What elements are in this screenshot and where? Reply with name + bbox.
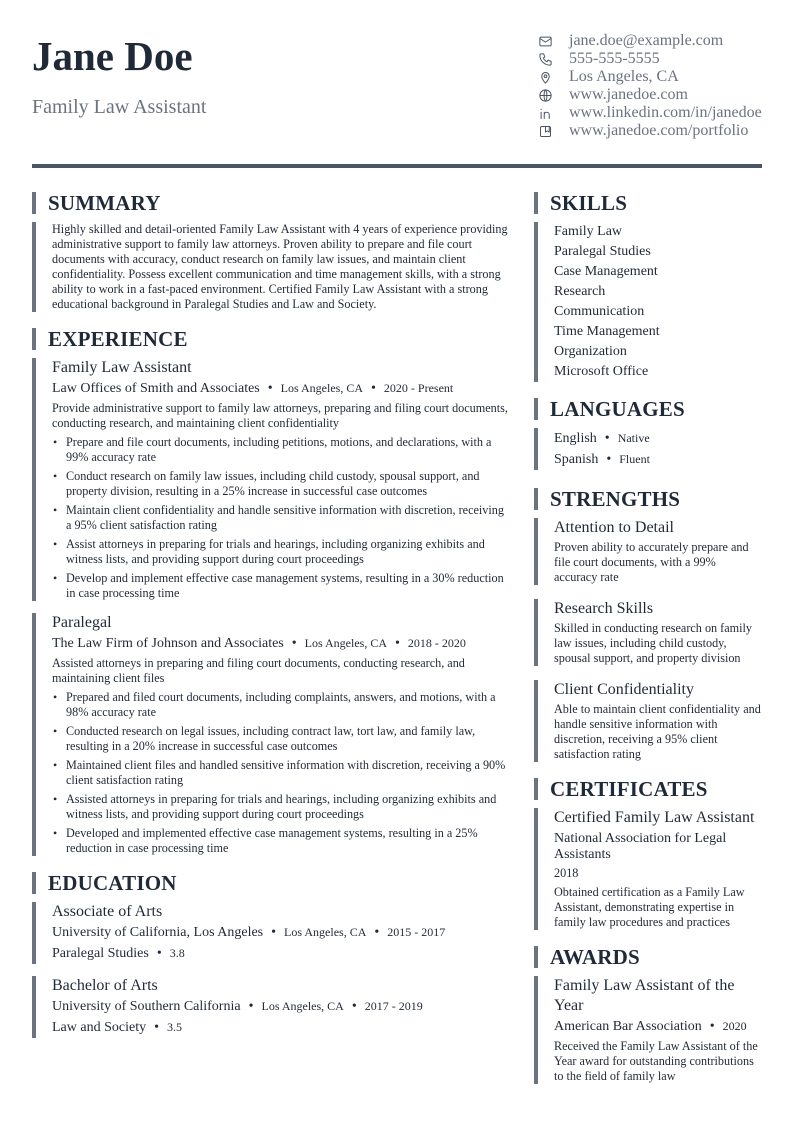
strength-description: Skilled in conducting research on family law issues, including child custody, spousal support, and property division: [554, 621, 752, 665]
languages-section: [534, 428, 762, 470]
degree: Associate of Arts: [52, 903, 163, 920]
certificate-item: [534, 808, 762, 930]
skill-item: Communication: [554, 304, 645, 319]
phone-icon: [537, 51, 553, 67]
award-description: Received the Family Law Assistant of the Year award for outstanding contributions to the field of family law: [554, 1039, 758, 1083]
job-bullet: • Maintained client files and handled sensitive information with discretion, receiving a 90% client satisfaction rating: [52, 758, 512, 788]
job-bullet: • Assisted attorneys in preparing for trials and hearings, including organizing exhibits and witness lists, and providing support during court proceedings: [52, 792, 512, 822]
job-company: Law Offices of Smith and Associates: [52, 381, 260, 396]
contact-portfolio-text: www.janedoe.com/portfolio: [569, 122, 749, 139]
summary-text: Highly skilled and detail-oriented Family Law Assistant with 4 years of experience providing administrative support to family law attorneys. Proven ability to prepare and file court documents with accuracy, conduct research on family law issues, and maintain client confidentiality. Possess excellent communication and time management skills, with a strong ability to work in a fast-paced environment. Certified Family Law Assistant with a strong educational background in Paralegal Studies and Law and Society.: [52, 222, 508, 311]
education-field-row: Paralegal Studies • 3.8: [52, 946, 185, 961]
skill-item: Organization: [554, 344, 627, 359]
strength-title: Research Skills: [554, 600, 654, 617]
school-location: Los Angeles, CA: [284, 925, 367, 939]
job-description: Provide administrative support to family law attorneys, preparing and filing court documents, conducting research, and maintaining client confidentiality: [52, 401, 508, 430]
contact-list: [537, 32, 767, 140]
strengths-heading: STRENGTHS: [534, 488, 762, 510]
skills-heading: SKILLS: [534, 192, 762, 214]
contact-portfolio[interactable]: [537, 122, 767, 140]
strength-item: [534, 518, 762, 585]
language-item: Spanish • Fluent: [554, 452, 650, 467]
school: University of Southern California: [52, 999, 241, 1014]
contact-website-text: www.janedoe.com: [569, 86, 688, 103]
school-location: Los Angeles, CA: [261, 999, 344, 1013]
job-bullet: • Maintain client confidentiality and handle sensitive information with discretion, receiving a 95% client satisfaction rating: [52, 503, 512, 533]
strength-item: [534, 599, 762, 666]
contact-location: [537, 68, 767, 86]
job-meta: Law Offices of Smith and Associates • Los Angeles, CA • 2020 - Present: [52, 381, 454, 396]
award-meta: American Bar Association • 2020: [554, 1019, 747, 1034]
skill-item: Case Management: [554, 264, 658, 279]
experience-heading: EXPERIENCE: [32, 328, 512, 350]
left-column: [32, 192, 512, 1038]
education-dates: 2015 - 2017: [387, 925, 446, 939]
job-bullet: • Developed and implemented effective case management systems, resulting in a 25% reduction in case processing time: [52, 826, 512, 856]
strength-description: Proven ability to accurately prepare and file court documents, with a 99% accuracy rate: [554, 540, 749, 584]
language-level: Native: [617, 431, 650, 445]
field-of-study: Paralegal Studies: [52, 946, 149, 961]
education-meta: University of Southern California • Los Angeles, CA • 2017 - 2019: [52, 999, 423, 1014]
award-item: [534, 976, 762, 1084]
job-description: Assisted attorneys in preparing and filing court documents, conducting research, and maintaining client files: [52, 656, 465, 685]
skill-item: Microsoft Office: [554, 364, 649, 379]
skill-item: Family Law: [554, 224, 623, 239]
contact-phone[interactable]: [537, 50, 767, 68]
skill-item: Time Management: [554, 324, 660, 339]
degree: Bachelor of Arts: [52, 977, 158, 994]
job-dates: 2018 - 2020: [407, 636, 466, 650]
education-dates: 2017 - 2019: [364, 999, 423, 1013]
education-meta: University of California, Los Angeles • Los Angeles, CA • 2015 - 2017: [52, 925, 446, 940]
language-level: Fluent: [619, 452, 650, 466]
contact-email-text: jane.doe@example.com: [569, 32, 724, 49]
job-bullet: • Develop and implement effective case management systems, resulting in a 30% reduction in case processing time: [52, 571, 512, 601]
job-bullets: [52, 690, 512, 856]
linkedin-icon: [537, 105, 553, 121]
mail-icon: [537, 33, 553, 49]
right-column: [534, 192, 762, 1084]
job-bullet: • Assist attorneys in preparing for trials and hearings, including organizing exhibits and witness lists, and providing support during court proceedings: [52, 537, 512, 567]
language-name: English: [554, 431, 597, 446]
contact-email[interactable]: [537, 32, 767, 50]
certificate-description: Obtained certification as a Family Law Assistant, demonstrating expertise in family law procedures and practices: [554, 885, 745, 929]
globe-icon: [537, 87, 553, 103]
header-divider: [32, 164, 762, 168]
skills-section: [534, 222, 762, 382]
candidate-title: Family Law Assistant: [32, 96, 207, 118]
skill-item: Research: [554, 284, 606, 299]
experience-item: [32, 613, 512, 856]
education-item: [32, 902, 512, 964]
strength-title: Attention to Detail: [554, 519, 674, 536]
strength-item: [534, 680, 762, 762]
resume-header: [32, 32, 762, 152]
job-location: Los Angeles, CA: [280, 381, 364, 395]
portfolio-icon: [537, 123, 553, 139]
summary-section: [32, 222, 512, 312]
certificate-issuer: National Association for Legal Assistants: [554, 831, 727, 862]
field-of-study: Law and Society: [52, 1020, 147, 1035]
job-bullets: [52, 435, 512, 601]
language-item: English • Native: [554, 431, 650, 446]
job-bullet: • Conducted research on legal issues, including contract law, tort law, and family law, resulting in a 20% increase in successful case outcomes: [52, 724, 512, 754]
education-heading: EDUCATION: [32, 872, 512, 894]
language-name: Spanish: [554, 452, 599, 467]
award-year: 2020: [722, 1019, 747, 1033]
job-title: Family Law Assistant: [52, 359, 192, 376]
summary-heading: SUMMARY: [32, 192, 512, 214]
skill-item: Paralegal Studies: [554, 244, 651, 259]
contact-linkedin-text: www.linkedin.com/in/janedoe: [569, 104, 762, 121]
school: University of California, Los Angeles: [52, 925, 264, 940]
strength-title: Client Confidentiality: [554, 681, 694, 698]
award-title: Family Law Assistant of the Year: [554, 977, 735, 1014]
education-item: [32, 976, 512, 1038]
strength-description: Able to maintain client confidentiality and handle sensitive information with discretion, receiving a 95% client satisfaction rating: [554, 702, 761, 761]
job-location: Los Angeles, CA: [304, 636, 387, 650]
awards-heading: AWARDS: [534, 946, 762, 968]
gpa: 3.8: [169, 946, 185, 960]
certificate-title: Certified Family Law Assistant: [554, 809, 755, 826]
contact-linkedin[interactable]: [537, 104, 767, 122]
education-field-row: Law and Society • 3.5: [52, 1020, 182, 1035]
candidate-name: Jane Doe: [32, 33, 193, 79]
certificates-heading: CERTIFICATES: [534, 778, 762, 800]
languages-heading: LANGUAGES: [534, 398, 762, 420]
gpa: 3.5: [167, 1020, 182, 1034]
contact-website[interactable]: [537, 86, 767, 104]
job-bullet: • Prepared and filed court documents, including complaints, answers, and motions, with a 98% accuracy rate: [52, 690, 512, 720]
job-dates: 2020 - Present: [383, 381, 454, 395]
job-title: Paralegal: [52, 614, 112, 631]
award-issuer: American Bar Association: [554, 1019, 702, 1034]
certificate-year: 2018: [554, 866, 579, 880]
contact-location-text: Los Angeles, CA: [569, 68, 679, 85]
location-icon: [537, 69, 553, 85]
contact-phone-text: 555-555-5555: [569, 50, 660, 67]
job-bullet: • Conduct research on family law issues, including child custody, spousal support, and property division, resulting in a 25% increase in successful case outcomes: [52, 469, 512, 499]
job-meta: The Law Firm of Johnson and Associates • Los Angeles, CA • 2018 - 2020: [52, 636, 466, 651]
experience-item: [32, 358, 512, 601]
job-company: The Law Firm of Johnson and Associates: [52, 636, 284, 651]
job-bullet: • Prepare and file court documents, including petitions, motions, and declarations, with a 99% accuracy rate: [52, 435, 512, 465]
